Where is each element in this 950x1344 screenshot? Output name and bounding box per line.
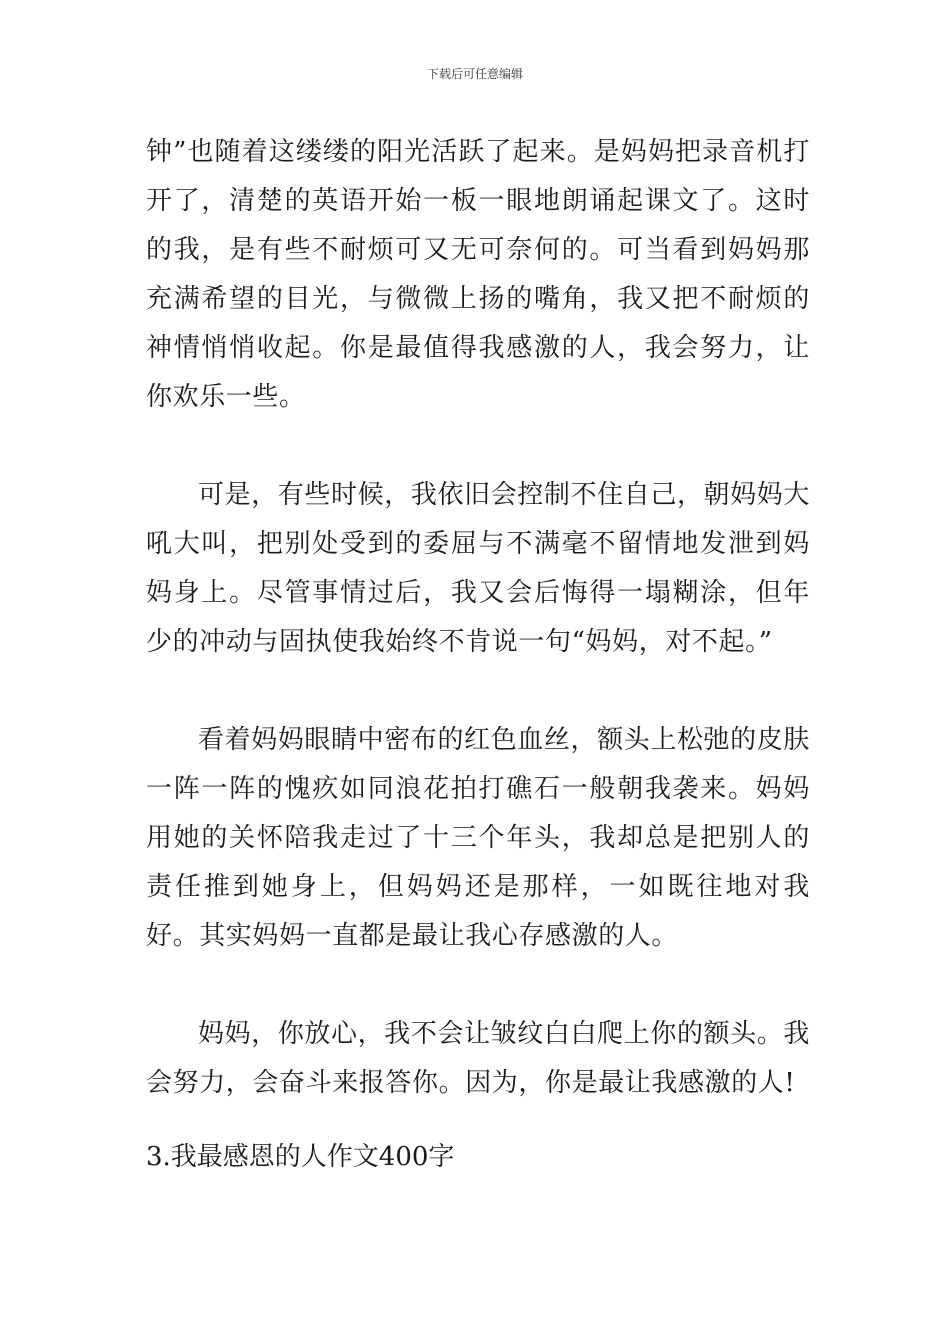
paragraph-2: 可是，有些时候，我依旧会控制不住自己，朝妈妈大吼大叫，把别处受到的委屈与不满毫不留情地发泄到妈妈身上。尽管事情过后，我又会后悔得一塌糊涂，但年少的冲动与固执使我始终不肯说一句“妈妈，对不起。” — [146, 480, 810, 657]
paragraph-spacer — [146, 422, 810, 471]
page-header: 下载后可任意编辑 — [426, 67, 523, 81]
section-heading: 3.我最感恩的人作文400字 — [146, 1142, 455, 1172]
paragraph-4: 妈妈，你放心，我不会让皱纹白白爬上你的额头。我会努力，会奋斗来报答你。因为，你是最让我感激的人! — [146, 1019, 810, 1098]
paragraph-spacer — [146, 961, 810, 1010]
paragraph-spacer — [146, 667, 810, 716]
document-body — [146, 128, 810, 1182]
paragraph-1: 钟”也随着这缕缕的阳光活跃了起来。是妈妈把录音机打开了，清楚的英语开始一板一眼地朗诵起课文了。这时的我，是有些不耐烦可又无可奈何的。可当看到妈妈那充满希望的目光，与微微上扬的嘴角，我又把不耐烦的神情悄悄收起。你是最值得我感激的人，我会努力，让你欢乐一些。 — [146, 137, 810, 412]
paragraph-spacer — [146, 1108, 810, 1133]
paragraph-3: 看着妈妈眼睛中密布的红色血丝，额头上松弛的皮肤一阵一阵的愧疚如同浪花拍打礁石一般朝我袭来。妈妈用她的关怀陪我走过了十三个年头，我却总是把别人的责任推到她身上，但妈妈还是那样，一如既往地对我好。其实妈妈一直都是最让我心存感激的人。 — [146, 725, 810, 951]
